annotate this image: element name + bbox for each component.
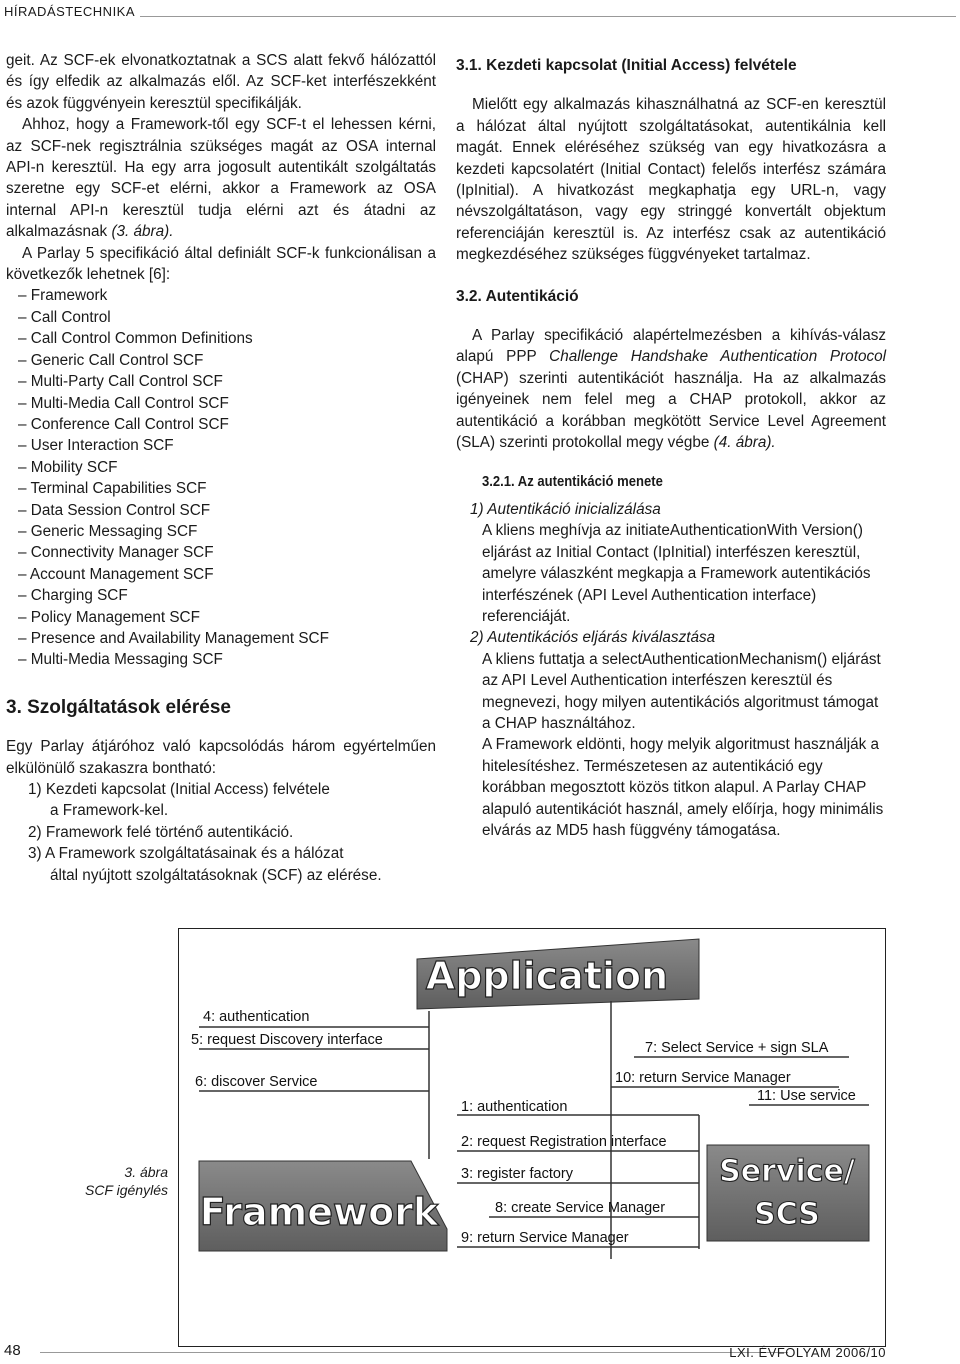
list-item: – Call Control Common Definitions <box>6 328 436 349</box>
phase-item-1: 1) Kezdeti kapcsolat (Initial Access) felvétele <box>28 781 330 798</box>
page-footer <box>0 1342 960 1364</box>
scs-label: SCS <box>754 1197 820 1232</box>
list-item: – Generic Call Control SCF <box>6 350 436 371</box>
figure-caption <box>60 1163 168 1199</box>
list-item: – Generic Messaging SCF <box>6 521 436 542</box>
application-label: Application <box>425 954 669 998</box>
running-header <box>0 0 960 26</box>
section-heading-3-2: 3.2. Autentikáció <box>456 287 579 305</box>
service-label: Service/ <box>719 1154 855 1189</box>
paragraph-parlay5-scfs: A Parlay 5 specifikáció által definiált SCF-k funkcionálisan a következők lehetnek [6]: <box>6 244 436 284</box>
chap-term: Challenge Handshake Authentication Protocol <box>549 348 887 366</box>
page-number: 48 <box>4 1342 21 1359</box>
paragraph-framework-register <box>6 114 436 242</box>
step-1-title: 1) Autentikáció inicializálása <box>470 500 661 518</box>
arrow-label: 10: return Service Manager <box>615 1070 791 1086</box>
scf-request-diagram <box>178 928 886 1347</box>
arrow-label: 6: discover Service <box>195 1074 318 1090</box>
paragraph-scf-intro: geit. Az SCF-ek elvonatkoztatnak a SCS alatt fekvő hálózattól és így elfedik az alkalmazás elől. Az SCF-ket interfészekként és azok függvényein keresztül specifikálják. <box>6 52 436 112</box>
paragraph-text: A Parlay specifikáció alapértelmezésben a kihívás-válasz alapú PPP <box>456 327 886 366</box>
figure-number: 3. ábra <box>124 1164 168 1180</box>
phase-item-1-cont: a Framework-kel. <box>50 802 169 820</box>
list-item: – Connectivity Manager SCF <box>6 542 436 563</box>
arrow-label: 9: return Service Manager <box>461 1230 629 1246</box>
arrow-label: 2: request Registration interface <box>461 1134 667 1150</box>
section-heading-3: 3. Szolgáltatások elérése <box>6 696 231 718</box>
scf-list <box>6 285 436 670</box>
journal-header-title: HÍRADÁSTECHNIKA <box>4 4 136 19</box>
section-heading-3-1: 3.1. Kezdeti kapcsolat (Initial Access) felvétele <box>456 57 797 74</box>
list-item: – Call Control <box>6 307 436 328</box>
diagram-svg <box>179 929 885 1346</box>
right-column <box>456 55 886 841</box>
paragraph-initial-access: Mielőtt egy alkalmazás kihasználhatná az SCF-en keresztül a hálózat által nyújtott szolgáltatásokat, autentikálnia kell magát. Ennek eléréséhez szükség van egy hivatkozásra a kezdeti kapcsolatért (Initial Contact) felelős interfész számára (IpInitial). A hivatkozást megkaphatja egy URL-n, vagy névszolgáltatáson, vagy egy stringgé konvertált objektum referenciáján keresztül is. Az interfész csak az autentikáció megkezdéséhez szükséges függvényeket tartalmaz. <box>456 96 886 264</box>
figure-title: SCF igénylés <box>84 1182 168 1198</box>
journal-volume: LXI. ÉVFOLYAM 2006/10 <box>729 1345 886 1360</box>
framework-label: Framework <box>199 1190 439 1234</box>
list-item: – Terminal Capabilities SCF <box>6 478 436 499</box>
list-item: – Multi-Media Call Control SCF <box>6 393 436 414</box>
paragraph-gateway-phases: Egy Parlay átjáróhoz való kapcsolódás három egyértelműen elkülönülő szakaszra bontható: <box>6 738 436 777</box>
list-item: – Policy Management SCF <box>6 607 436 628</box>
section-heading-3-2-1: 3.2.1. Az autentikáció menete <box>482 473 663 490</box>
arrow-label: 1: authentication <box>461 1099 568 1115</box>
list-item: – Framework <box>6 285 436 306</box>
arrow-label: 7: Select Service + sign SLA <box>645 1040 829 1056</box>
arrow-label: 5: request Discovery interface <box>191 1032 383 1048</box>
list-item: – Charging SCF <box>6 585 436 606</box>
paragraph-text: (CHAP) szerinti autentikációt használja. Ha az alkalmazás igényeinek nem felel meg a CHAP protokoll, akkor az autentikáció a korábban megkötött Service Level Agreement (SLA) szerinti protokollal megy végbe <box>456 369 886 452</box>
footer-rule <box>40 1352 788 1353</box>
phase-item-3: 3) A Framework szolgáltatásainak és a hálózat <box>28 845 344 863</box>
list-item: – Multi-Party Call Control SCF <box>6 371 436 392</box>
list-item: – Multi-Media Messaging SCF <box>6 649 436 670</box>
step-1-body: A kliens meghívja az initiateAuthenticationWith Version() eljárást az Initial Contact (IpInitial) interfészen keresztül, amelyre válaszként megkapja a Framework autentikációs interfészének (API Level Authentication interface) referenciáját. <box>482 522 871 625</box>
arrow-label: 4: authentication <box>203 1009 310 1025</box>
list-item: – Data Session Control SCF <box>6 500 436 521</box>
list-item: – User Interaction SCF <box>6 435 436 456</box>
step-2-body-1: A kliens futtatja a selectAuthenticationMechanism() eljárást az API Level Authentication interfészen keresztül és megnevezi, hogy milyen autentikációs algoritmust támogat a CHAP használtához. <box>482 650 881 732</box>
arrow-label: 11: Use service <box>757 1088 856 1104</box>
list-item: – Mobility SCF <box>6 457 436 478</box>
arrow-label: 3: register factory <box>461 1166 574 1182</box>
step-2-title: 2) Autentikációs eljárás kiválasztása <box>470 629 716 647</box>
header-rule <box>140 16 956 17</box>
list-item: – Account Management SCF <box>6 564 436 585</box>
list-item: – Conference Call Control SCF <box>6 414 436 435</box>
arrow-label: 8: create Service Manager <box>495 1200 666 1216</box>
phase-item-3-cont: által nyújtott szolgáltatásoknak (SCF) az elérése. <box>50 866 382 884</box>
phase-item-2: 2) Framework felé történő autentikáció. <box>28 823 294 841</box>
paragraph-authentication <box>456 325 886 453</box>
paragraph-text: Ahhoz, hogy a Framework-től egy SCF-t el lehessen kérni, az SCF-nek regisztrálnia szükséges magát az OSA internal API-n keresztül. Ha egy arra jogosult autentikált szolgáltatás szeretne egy SCF-et elérni, akkor a Framework az OSA internal API-n keresztül tudja elérni azt és átadni az alkalmazásnak <box>6 116 436 241</box>
figure-reference: (3. ábra). <box>111 223 174 241</box>
list-item: – Presence and Availability Management SCF <box>6 628 436 649</box>
left-column <box>6 50 436 886</box>
phase-list <box>6 779 436 886</box>
figure-reference: (4. ábra). <box>713 434 776 452</box>
step-2-body-2: A Framework eldönti, hogy melyik algoritmust használják a hitelesítéshez. Természetesen az autentikáció egy korábban megosztott közös titkon alapul. A Parlay CHAP alapuló autentikációt használ, amely előírja, hogy minimális elvárás az MD5 hash függvény támogatása. <box>482 736 884 839</box>
